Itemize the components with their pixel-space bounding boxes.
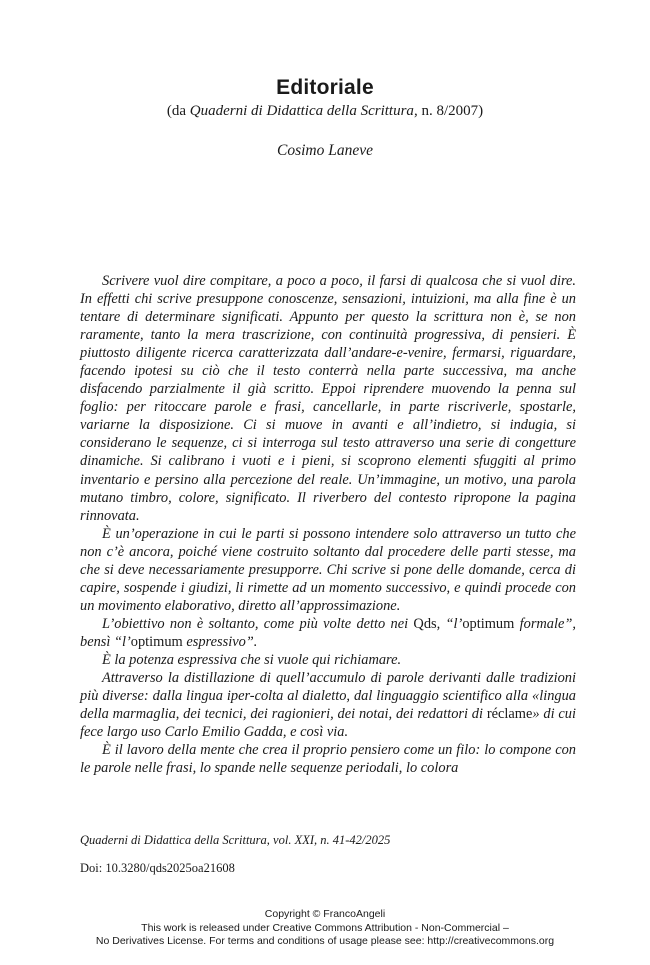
source-prefix: (da [166,103,190,119]
source-journal: Quaderni di Didattica della Scrittura [189,103,414,119]
paragraph-5-reclame: réclame [486,706,533,723]
license-line-3: No Derivatives License. For terms and conditions of usage please see: http://creativecommons.org [95,935,555,947]
paragraph-3-text-c: , “l’ [436,615,463,632]
source-suffix: , n. 8/2007) [413,103,484,119]
paragraph-3 [80,615,576,651]
paragraph-3-optimum-1: optimum [462,615,515,632]
paragraph-3-text-e: formale”, bensì “l’ [80,615,576,650]
footer-doi: Doi: 10.3280/qds2025oa21608 [80,861,235,875]
article-title: Editoriale [276,76,374,99]
license-copyright: Copyright © FrancoAngeli [264,908,386,920]
paragraph-1: Scrivere vuol dire compitare, a poco a poco, il farsi di qualcosa che si vuol dire. In effetti chi scrive presuppone conoscenze, sensazioni, intuizioni, ma alla fine è un tentare di determinare significati. Appunto per questo la scrittura non è, se non raramente, tanto la mera trascrizione, con continuità progressiva, di pensieri. È piuttosto diligente ricerca caratterizzata dall’andare-e-venire, fermarsi, riguardare, facendo ipotesi su ciò che il testo conterrà nella parte successiva, ma anche disfacendo parzialmente il già scritto. Eppoi riprendere muovendo la penna sul foglio: per ritoccare parole e frasi, cancellarle, in parte riscriverle, spostarle, variarne la disposizione. Ci si muove in avanti e all’indietro, si indugia, si considerano le sequenze, ci si interroga sul testo attraverso una serie di congetture dinamiche. Si calibrano i vuoti e i pieni, si scoprono elementi sfuggiti al primo inventario e persino alla percezione del reale. Un’immagine, un motivo, una parola mutano timbro, colore, significato. Il riverbero del contesto ripropone la pagina rinnovata. [80,273,576,524]
paragraph-3-optimum-2: optimum [130,633,183,650]
paragraph-4: È la potenza espressiva che si vuole qui richiamare. [102,651,402,668]
paragraph-2: È un’operazione in cui le parti si possono intendere solo attraverso un tutto che non c’è ancora, poiché viene costruito soltanto dal procedere delle parti stesse, ma che si deve necessariamente presupporre. Chi scrive si pone delle domande, cerca di capire, sospende i giudizi, li rimette ad un momento successivo, e quindi procede con un movimento elaborativo, diretto all’approssimazione. [80,525,576,614]
paragraph-3-text-a: L’obiettivo non è soltanto, come più volte detto nei [102,615,414,632]
footer-journal-citation: Quaderni di Didattica della Scrittura, vol. XXI, n. 41-42/2025 [80,833,391,847]
paragraph-3-qds: Qds [413,615,437,632]
paragraph-3-text-g: espressivo”. [182,633,258,650]
license-notice [0,908,650,949]
paragraph-5-text-c: » di cui fece largo uso Carlo Emilio Gadda, e così via. [80,706,576,741]
author-name: Cosimo Laneve [276,142,373,159]
license-line-2: This work is released under Creative Commons Attribution - Non-Commercial – [141,921,509,934]
paragraph-5 [80,669,576,741]
paragraph-6: È il lavoro della mente che crea il proprio pensiero come un filo: lo compone con le parole nelle frasi, lo spande nelle sequenze periodali, lo colora [80,742,576,777]
article-body [80,272,576,777]
paragraph-5-text-a: Attraverso la distillazione di quell’accumulo di parole derivanti dalle tradizioni più diverse: dalla lingua iper-colta al dialetto, dal linguaggio scientifico alla «lingua della marmaglia, dei tecnici, dei ragionieri, dei notai, dei redattori di [80,670,576,723]
source-line [0,103,650,120]
